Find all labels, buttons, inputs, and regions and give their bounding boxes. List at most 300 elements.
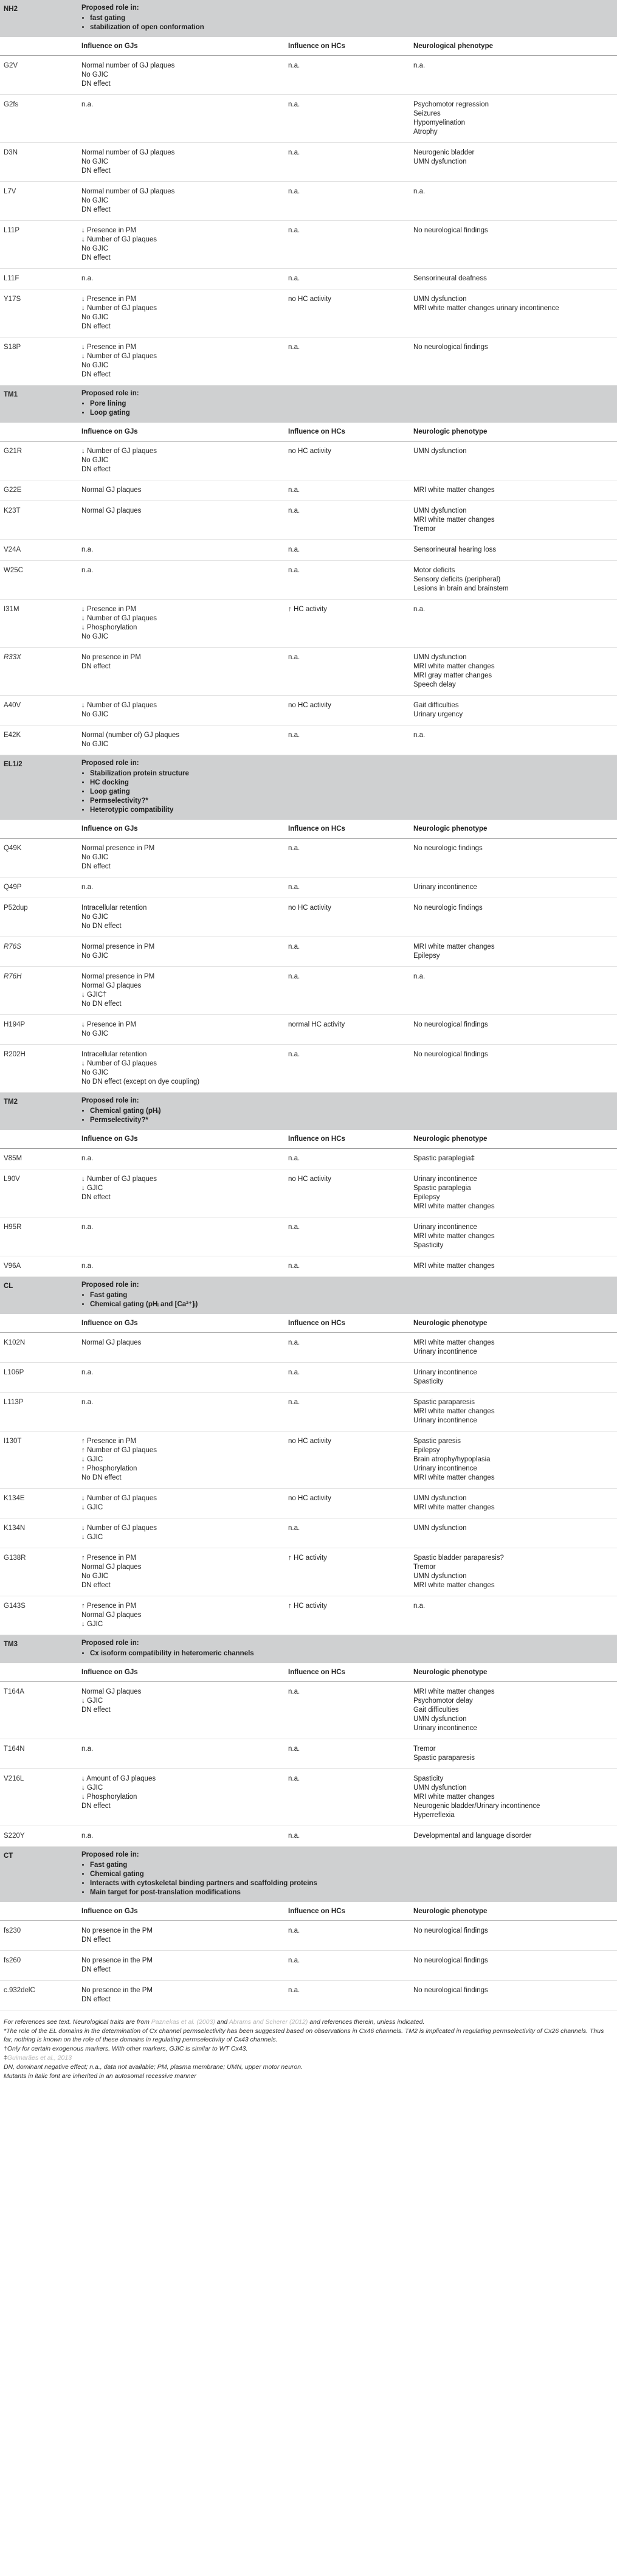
gj-line: ↑ Phosphorylation bbox=[81, 1465, 137, 1472]
phenotype-line: No neurologic findings bbox=[413, 904, 483, 912]
gj-influence bbox=[78, 501, 284, 540]
gj-line: ↓ GJIC† bbox=[81, 991, 107, 999]
gj-line: Normal (number of) GJ plaques bbox=[81, 732, 180, 739]
phenotype-line: Urinary incontinence bbox=[413, 1725, 477, 1732]
gj-line: No DN effect bbox=[81, 1474, 122, 1481]
gj-influence bbox=[78, 221, 284, 269]
gj-line: ↓ Number of GJ plaques bbox=[81, 702, 157, 709]
footnote-references bbox=[4, 2018, 613, 2026]
gj-line: ↓ Number of GJ plaques bbox=[81, 615, 157, 622]
mutation-name: I31M bbox=[0, 600, 78, 648]
gj-line: Normal presence in PM bbox=[81, 973, 155, 980]
mutation-name: L7V bbox=[0, 182, 78, 221]
mutation-row bbox=[0, 501, 617, 540]
phenotype-line: Spasticity bbox=[413, 1378, 444, 1385]
gj-line: DN effect bbox=[81, 1194, 111, 1201]
hc-line: n.a. bbox=[288, 884, 300, 891]
gj-line: DN effect bbox=[81, 1706, 111, 1714]
gj-influence bbox=[78, 696, 284, 725]
footnote-text: and references therein, unless indicated. bbox=[308, 2018, 425, 2026]
phenotype-line: MRI white matter changes urinary incontinence bbox=[413, 305, 559, 312]
hc-influence bbox=[284, 1333, 410, 1363]
hc-header: Influence on HCs bbox=[284, 423, 410, 441]
gj-line: ↓ Amount of GJ plaques bbox=[81, 1775, 156, 1782]
hc-line: n.a. bbox=[288, 101, 300, 108]
domain-name: TM1 bbox=[0, 386, 78, 423]
role-item: • Pore lining bbox=[90, 400, 613, 409]
mutation-row bbox=[0, 1826, 617, 1847]
gj-header: Influence on GJs bbox=[78, 1902, 284, 1921]
phenotype bbox=[410, 1951, 617, 1981]
hc-line: n.a. bbox=[288, 732, 300, 739]
gj-line: No presence in PM bbox=[81, 654, 141, 661]
gj-influence bbox=[78, 1769, 284, 1826]
gj-line: ↓ GJIC bbox=[81, 1784, 103, 1792]
phenotype-line: MRI white matter changes bbox=[413, 516, 495, 524]
mutation-row bbox=[0, 600, 617, 648]
gj-header: Influence on GJs bbox=[78, 1130, 284, 1149]
gj-line: ↓ Presence in PM bbox=[81, 1021, 137, 1028]
hc-line: n.a. bbox=[288, 1987, 300, 1994]
mutation-row bbox=[0, 967, 617, 1015]
hc-line: n.a. bbox=[288, 1957, 300, 1964]
hc-line: n.a. bbox=[288, 1262, 300, 1270]
gj-influence bbox=[78, 725, 284, 755]
gj-influence bbox=[78, 1217, 284, 1256]
gj-influence bbox=[78, 1015, 284, 1045]
hc-line: n.a. bbox=[288, 1224, 300, 1231]
gj-line: DN effect bbox=[81, 1996, 111, 2003]
hc-line: n.a. bbox=[288, 1399, 300, 1406]
mutation-header bbox=[0, 1314, 78, 1333]
phenotype bbox=[410, 1393, 617, 1432]
gj-influence bbox=[78, 1826, 284, 1847]
phenotype-line: No neurological findings bbox=[413, 1051, 488, 1058]
gj-line: DN effect bbox=[81, 206, 111, 213]
hc-line: n.a. bbox=[288, 275, 300, 282]
hc-influence bbox=[284, 1769, 410, 1826]
mutation-row bbox=[0, 1489, 617, 1518]
gj-line: n.a. bbox=[81, 1262, 94, 1270]
phenotype-header: Neurologic phenotype bbox=[410, 1902, 617, 1921]
gj-line: ↓ Number of GJ plaques bbox=[81, 1175, 157, 1183]
gj-line: n.a. bbox=[81, 1369, 94, 1376]
gj-line: No presence in the PM bbox=[81, 1927, 153, 1934]
gj-influence bbox=[78, 898, 284, 937]
mutation-name: R202H bbox=[0, 1045, 78, 1093]
phenotype-header: Neurologic phenotype bbox=[410, 820, 617, 839]
role-item: • Stabilization protein structure bbox=[90, 769, 613, 778]
phenotype bbox=[410, 289, 617, 338]
gj-influence bbox=[78, 648, 284, 696]
hc-influence bbox=[284, 501, 410, 540]
gj-line: DN effect bbox=[81, 1966, 111, 1973]
gj-influence bbox=[78, 269, 284, 289]
phenotype bbox=[410, 1363, 617, 1393]
phenotype bbox=[410, 269, 617, 289]
gj-influence bbox=[78, 1333, 284, 1363]
mutation-row bbox=[0, 839, 617, 878]
mutation-name: K23T bbox=[0, 501, 78, 540]
mutation-header bbox=[0, 423, 78, 441]
hc-influence bbox=[284, 1739, 410, 1769]
domain-name: CT bbox=[0, 1847, 78, 1903]
phenotype bbox=[410, 1333, 617, 1363]
mutation-row bbox=[0, 898, 617, 937]
mutation-name: T164A bbox=[0, 1682, 78, 1739]
hc-influence bbox=[284, 182, 410, 221]
gj-line: No GJIC bbox=[81, 245, 109, 252]
gj-influence bbox=[78, 1921, 284, 1951]
role-list bbox=[81, 14, 613, 32]
hc-line: ↑ HC activity bbox=[288, 606, 327, 613]
phenotype-line: Urinary incontinence bbox=[413, 1348, 477, 1356]
phenotype bbox=[410, 600, 617, 648]
gj-influence bbox=[78, 143, 284, 182]
hc-line: n.a. bbox=[288, 344, 300, 351]
phenotype bbox=[410, 95, 617, 143]
column-header-row bbox=[0, 423, 617, 441]
gj-line: No GJIC bbox=[81, 741, 109, 748]
phenotype-line: Lesions in brain and brainstem bbox=[413, 585, 509, 592]
hc-influence bbox=[284, 839, 410, 878]
phenotype bbox=[410, 648, 617, 696]
gj-line: DN effect bbox=[81, 323, 111, 330]
mutation-row bbox=[0, 480, 617, 501]
domain-name: TM2 bbox=[0, 1093, 78, 1130]
hc-line: no HC activity bbox=[288, 1438, 331, 1445]
phenotype-line: Psychomotor delay bbox=[413, 1697, 473, 1705]
gj-line: Normal GJ plaques bbox=[81, 1688, 142, 1695]
role-item: • stabilization of open conformation bbox=[90, 23, 613, 32]
phenotype-line: No neurological findings bbox=[413, 1021, 488, 1028]
mutation-row bbox=[0, 561, 617, 600]
phenotype-line: n.a. bbox=[413, 62, 426, 69]
gj-line: Normal presence in PM bbox=[81, 845, 155, 852]
gj-influence bbox=[78, 1981, 284, 2010]
mutation-name: G143S bbox=[0, 1596, 78, 1635]
mutation-name: P52dup bbox=[0, 898, 78, 937]
gj-line: ↑ Presence in PM bbox=[81, 1554, 137, 1562]
gj-influence bbox=[78, 338, 284, 386]
gj-line: n.a. bbox=[81, 1399, 94, 1406]
gj-influence bbox=[78, 600, 284, 648]
mutation-row bbox=[0, 1981, 617, 2010]
gj-line: Normal GJ plaques bbox=[81, 982, 142, 989]
role-item: • Permselectivity?* bbox=[90, 1116, 613, 1125]
gj-influence bbox=[78, 1149, 284, 1169]
phenotype-line: Brain atrophy/hypoplasia bbox=[413, 1456, 491, 1463]
phenotype-header: Neurological phenotype bbox=[410, 37, 617, 56]
footnote-dagger: †Only for certain exogenous markers. With other markers, GJIC is similar to WT Cx43. bbox=[4, 2045, 248, 2052]
gj-line: No GJIC bbox=[81, 362, 109, 369]
gj-line: DN effect bbox=[81, 254, 111, 261]
phenotype-line: MRI white matter changes bbox=[413, 1474, 495, 1481]
gj-line: No GJIC bbox=[81, 71, 109, 78]
footnote-text: and bbox=[215, 2018, 229, 2026]
phenotype bbox=[410, 1518, 617, 1548]
column-header-row bbox=[0, 37, 617, 56]
footnote-star: *The role of the EL domains in the determination of Cx channel permselectivity has been suggested based on observations in Cx46 channels. TM2 is implicated in regulating permselectivity of Cx26 channels. Thus far, nothing is known on the role of these domains in regulating permselectivity of Cx43 channels. bbox=[4, 2027, 604, 2043]
gj-line: No GJIC bbox=[81, 158, 109, 165]
mutation-row bbox=[0, 696, 617, 725]
hc-influence bbox=[284, 143, 410, 182]
gj-line: No GJIC bbox=[81, 314, 109, 321]
phenotype-line: No neurological findings bbox=[413, 344, 488, 351]
gj-influence bbox=[78, 1045, 284, 1093]
gj-influence bbox=[78, 1363, 284, 1393]
mutation-row bbox=[0, 1015, 617, 1045]
role-list bbox=[81, 1107, 613, 1125]
hc-influence bbox=[284, 338, 410, 386]
phenotype bbox=[410, 561, 617, 600]
hc-influence bbox=[284, 600, 410, 648]
domain-role bbox=[78, 1093, 617, 1130]
mutation-row bbox=[0, 878, 617, 898]
hc-line: no HC activity bbox=[288, 448, 331, 455]
gj-line: n.a. bbox=[81, 1745, 94, 1753]
gj-line: No DN effect bbox=[81, 923, 122, 930]
hc-influence bbox=[284, 1217, 410, 1256]
mutation-header bbox=[0, 820, 78, 839]
gj-line: ↓ Presence in PM bbox=[81, 296, 137, 303]
hc-influence bbox=[284, 1045, 410, 1093]
phenotype-line: Spastic paraparesis bbox=[413, 1754, 475, 1762]
phenotype-line: Spasticity bbox=[413, 1775, 444, 1782]
role-item: • Heterotypic compatibility bbox=[90, 806, 613, 815]
phenotype bbox=[410, 1548, 617, 1596]
hc-influence bbox=[284, 269, 410, 289]
phenotype-line: Epilepsy bbox=[413, 1194, 440, 1201]
role-item: • Interacts with cytoskeletal binding partners and scaffolding proteins bbox=[90, 1879, 613, 1888]
mutation-name: D3N bbox=[0, 143, 78, 182]
hc-line: no HC activity bbox=[288, 702, 331, 709]
gj-influence bbox=[78, 1548, 284, 1596]
phenotype-line: Urinary incontinence bbox=[413, 1417, 477, 1424]
gj-line: n.a. bbox=[81, 1832, 94, 1840]
mutation-name: R76H bbox=[0, 967, 78, 1015]
hc-influence bbox=[284, 221, 410, 269]
hc-influence bbox=[284, 1921, 410, 1951]
table-footnotes bbox=[0, 2010, 617, 2080]
gj-line: ↑ Presence in PM bbox=[81, 1438, 137, 1445]
phenotype-line: UMN dysfunction bbox=[413, 654, 467, 661]
mutation-name: R33X bbox=[0, 648, 78, 696]
phenotype-line: MRI gray matter changes bbox=[413, 672, 492, 679]
gj-line: No GJIC bbox=[81, 197, 109, 204]
gj-influence bbox=[78, 480, 284, 501]
phenotype-line: Urinary urgency bbox=[413, 711, 463, 718]
domain-header-row bbox=[0, 0, 617, 37]
phenotype bbox=[410, 1981, 617, 2010]
gj-line: n.a. bbox=[81, 101, 94, 108]
phenotype-line: UMN dysfunction bbox=[413, 1716, 467, 1723]
phenotype-line: MRI white matter changes bbox=[413, 1504, 495, 1511]
hc-influence bbox=[284, 441, 410, 480]
mutation-row bbox=[0, 56, 617, 95]
reference-link[interactable]: Abrams and Scherer (2012) bbox=[229, 2018, 308, 2026]
phenotype bbox=[410, 1826, 617, 1847]
hc-line: n.a. bbox=[288, 845, 300, 852]
mutation-row bbox=[0, 143, 617, 182]
hc-influence bbox=[284, 1256, 410, 1277]
gj-line: No GJIC bbox=[81, 633, 109, 640]
gj-line: ↓ Phosphorylation bbox=[81, 1793, 137, 1801]
mutation-row bbox=[0, 1149, 617, 1169]
hc-influence bbox=[284, 480, 410, 501]
phenotype-header: Neurologic phenotype bbox=[410, 423, 617, 441]
role-item: • Chemical gating (pHᵢ and [Ca²⁺]ᵢ) bbox=[90, 1300, 613, 1309]
gj-header: Influence on GJs bbox=[78, 820, 284, 839]
phenotype-line: Urinary incontinence bbox=[413, 1175, 477, 1183]
phenotype-line: UMN dysfunction bbox=[413, 1784, 467, 1792]
phenotype-line: Urinary incontinence bbox=[413, 1369, 477, 1376]
hc-line: n.a. bbox=[288, 1775, 300, 1782]
phenotype-line: Motor deficits bbox=[413, 567, 455, 574]
gj-influence bbox=[78, 182, 284, 221]
domain-header-row bbox=[0, 1635, 617, 1664]
gj-line: DN effect bbox=[81, 167, 111, 175]
phenotype-line: No neurological findings bbox=[413, 1987, 488, 1994]
phenotype bbox=[410, 441, 617, 480]
gj-line: No GJIC bbox=[81, 913, 109, 921]
reference-link[interactable]: Paznekas et al. (2003) bbox=[151, 2018, 215, 2026]
phenotype-header: Neurologic phenotype bbox=[410, 1663, 617, 1682]
phenotype-line: Spasticity bbox=[413, 1242, 444, 1249]
gj-line: Normal GJ plaques bbox=[81, 507, 142, 514]
domain-role bbox=[78, 755, 617, 820]
role-title: Proposed role in: bbox=[81, 1639, 139, 1647]
gj-influence bbox=[78, 1432, 284, 1489]
gj-influence bbox=[78, 839, 284, 878]
gj-influence bbox=[78, 937, 284, 967]
gj-line: ↓ GJIC bbox=[81, 1456, 103, 1463]
gj-line: n.a. bbox=[81, 567, 94, 574]
hc-line: n.a. bbox=[288, 546, 300, 553]
role-item: • fast gating bbox=[90, 14, 613, 23]
mutation-name: G21R bbox=[0, 441, 78, 480]
hc-header: Influence on HCs bbox=[284, 1130, 410, 1149]
mutation-name: L90V bbox=[0, 1169, 78, 1217]
phenotype-line: Neurogenic bladder/Urinary incontinence bbox=[413, 1802, 540, 1810]
mutation-name: G2fs bbox=[0, 95, 78, 143]
gj-header: Influence on GJs bbox=[78, 1314, 284, 1333]
column-header-row bbox=[0, 1314, 617, 1333]
role-list bbox=[81, 1291, 613, 1309]
hc-line: n.a. bbox=[288, 1688, 300, 1695]
phenotype-line: UMN dysfunction bbox=[413, 1525, 467, 1532]
hc-line: n.a. bbox=[288, 1339, 300, 1346]
gj-influence bbox=[78, 540, 284, 561]
phenotype bbox=[410, 1769, 617, 1826]
phenotype-line: MRI white matter changes bbox=[413, 1408, 495, 1415]
phenotype bbox=[410, 1217, 617, 1256]
gj-line: ↓ GJIC bbox=[81, 1185, 103, 1192]
domain-header-row bbox=[0, 1277, 617, 1315]
gj-line: ↓ Number of GJ plaques bbox=[81, 1495, 157, 1502]
hc-line: n.a. bbox=[288, 1745, 300, 1753]
gj-influence bbox=[78, 95, 284, 143]
phenotype bbox=[410, 182, 617, 221]
gj-influence bbox=[78, 561, 284, 600]
mutation-row bbox=[0, 725, 617, 755]
mutation-name: fs230 bbox=[0, 1921, 78, 1951]
mutation-name: A40V bbox=[0, 696, 78, 725]
role-title: Proposed role in: bbox=[81, 1281, 139, 1289]
reference-link[interactable]: Guimarães et al., 2013 bbox=[7, 2054, 72, 2062]
hc-line: ↑ HC activity bbox=[288, 1602, 327, 1610]
column-header-row bbox=[0, 820, 617, 839]
phenotype-line: Sensorineural deafness bbox=[413, 275, 487, 282]
hc-line: n.a. bbox=[288, 227, 300, 234]
hc-line: n.a. bbox=[288, 507, 300, 514]
phenotype bbox=[410, 839, 617, 878]
gj-line: ↓ Number of GJ plaques bbox=[81, 353, 157, 360]
hc-influence bbox=[284, 540, 410, 561]
mutation-name: fs260 bbox=[0, 1951, 78, 1981]
gj-line: DN effect bbox=[81, 80, 111, 88]
gj-line: DN effect bbox=[81, 1936, 111, 1944]
phenotype-header: Neurologic phenotype bbox=[410, 1130, 617, 1149]
role-list bbox=[81, 1649, 613, 1658]
domain-role bbox=[78, 386, 617, 423]
mutation-row bbox=[0, 1333, 617, 1363]
phenotype-line: UMN dysfunction bbox=[413, 296, 467, 303]
gj-influence bbox=[78, 289, 284, 338]
gj-influence bbox=[78, 1518, 284, 1548]
gj-line: ↓ GJIC bbox=[81, 1534, 103, 1541]
gj-line: No presence in the PM bbox=[81, 1987, 153, 1994]
hc-line: n.a. bbox=[288, 1927, 300, 1934]
footnote-mark: ‡ bbox=[4, 2054, 7, 2062]
phenotype-line: Epilepsy bbox=[413, 1447, 440, 1454]
footnote-abbreviations: DN, dominant negative effect; n.a., data not available; PM, plasma membrane; UMN, upper motor neuron. bbox=[4, 2063, 303, 2071]
gj-line: n.a. bbox=[81, 884, 94, 891]
mutation-name: R76S bbox=[0, 937, 78, 967]
gj-line: ↑ Number of GJ plaques bbox=[81, 1447, 157, 1454]
gj-line: No GJIC bbox=[81, 854, 109, 861]
hc-line: no HC activity bbox=[288, 1175, 331, 1183]
phenotype-line: Developmental and language disorder bbox=[413, 1832, 532, 1840]
gj-line: n.a. bbox=[81, 546, 94, 553]
mutation-row bbox=[0, 95, 617, 143]
hc-header: Influence on HCs bbox=[284, 1902, 410, 1921]
phenotype-line: Psychomotor regression bbox=[413, 101, 489, 108]
phenotype bbox=[410, 221, 617, 269]
hc-line: no HC activity bbox=[288, 1495, 331, 1502]
phenotype-line: Urinary incontinence bbox=[413, 1465, 477, 1472]
gj-line: No DN effect (except on dye coupling) bbox=[81, 1078, 200, 1085]
phenotype-line: UMN dysfunction bbox=[413, 507, 467, 514]
mutation-row bbox=[0, 182, 617, 221]
hc-influence bbox=[284, 898, 410, 937]
phenotype bbox=[410, 480, 617, 501]
phenotype-line: UMN dysfunction bbox=[413, 448, 467, 455]
gj-header: Influence on GJs bbox=[78, 37, 284, 56]
gj-influence bbox=[78, 1682, 284, 1739]
mutation-name: G2V bbox=[0, 56, 78, 95]
phenotype-line: No neurological findings bbox=[413, 227, 488, 234]
mutation-name: H194P bbox=[0, 1015, 78, 1045]
phenotype bbox=[410, 1045, 617, 1093]
gj-influence bbox=[78, 1169, 284, 1217]
domain-role bbox=[78, 1847, 617, 1903]
mutation-row bbox=[0, 1217, 617, 1256]
gj-line: ↓ Number of GJ plaques bbox=[81, 1525, 157, 1532]
phenotype-line: UMN dysfunction bbox=[413, 1495, 467, 1502]
mutation-name: E42K bbox=[0, 725, 78, 755]
gj-line: No GJIC bbox=[81, 952, 109, 960]
